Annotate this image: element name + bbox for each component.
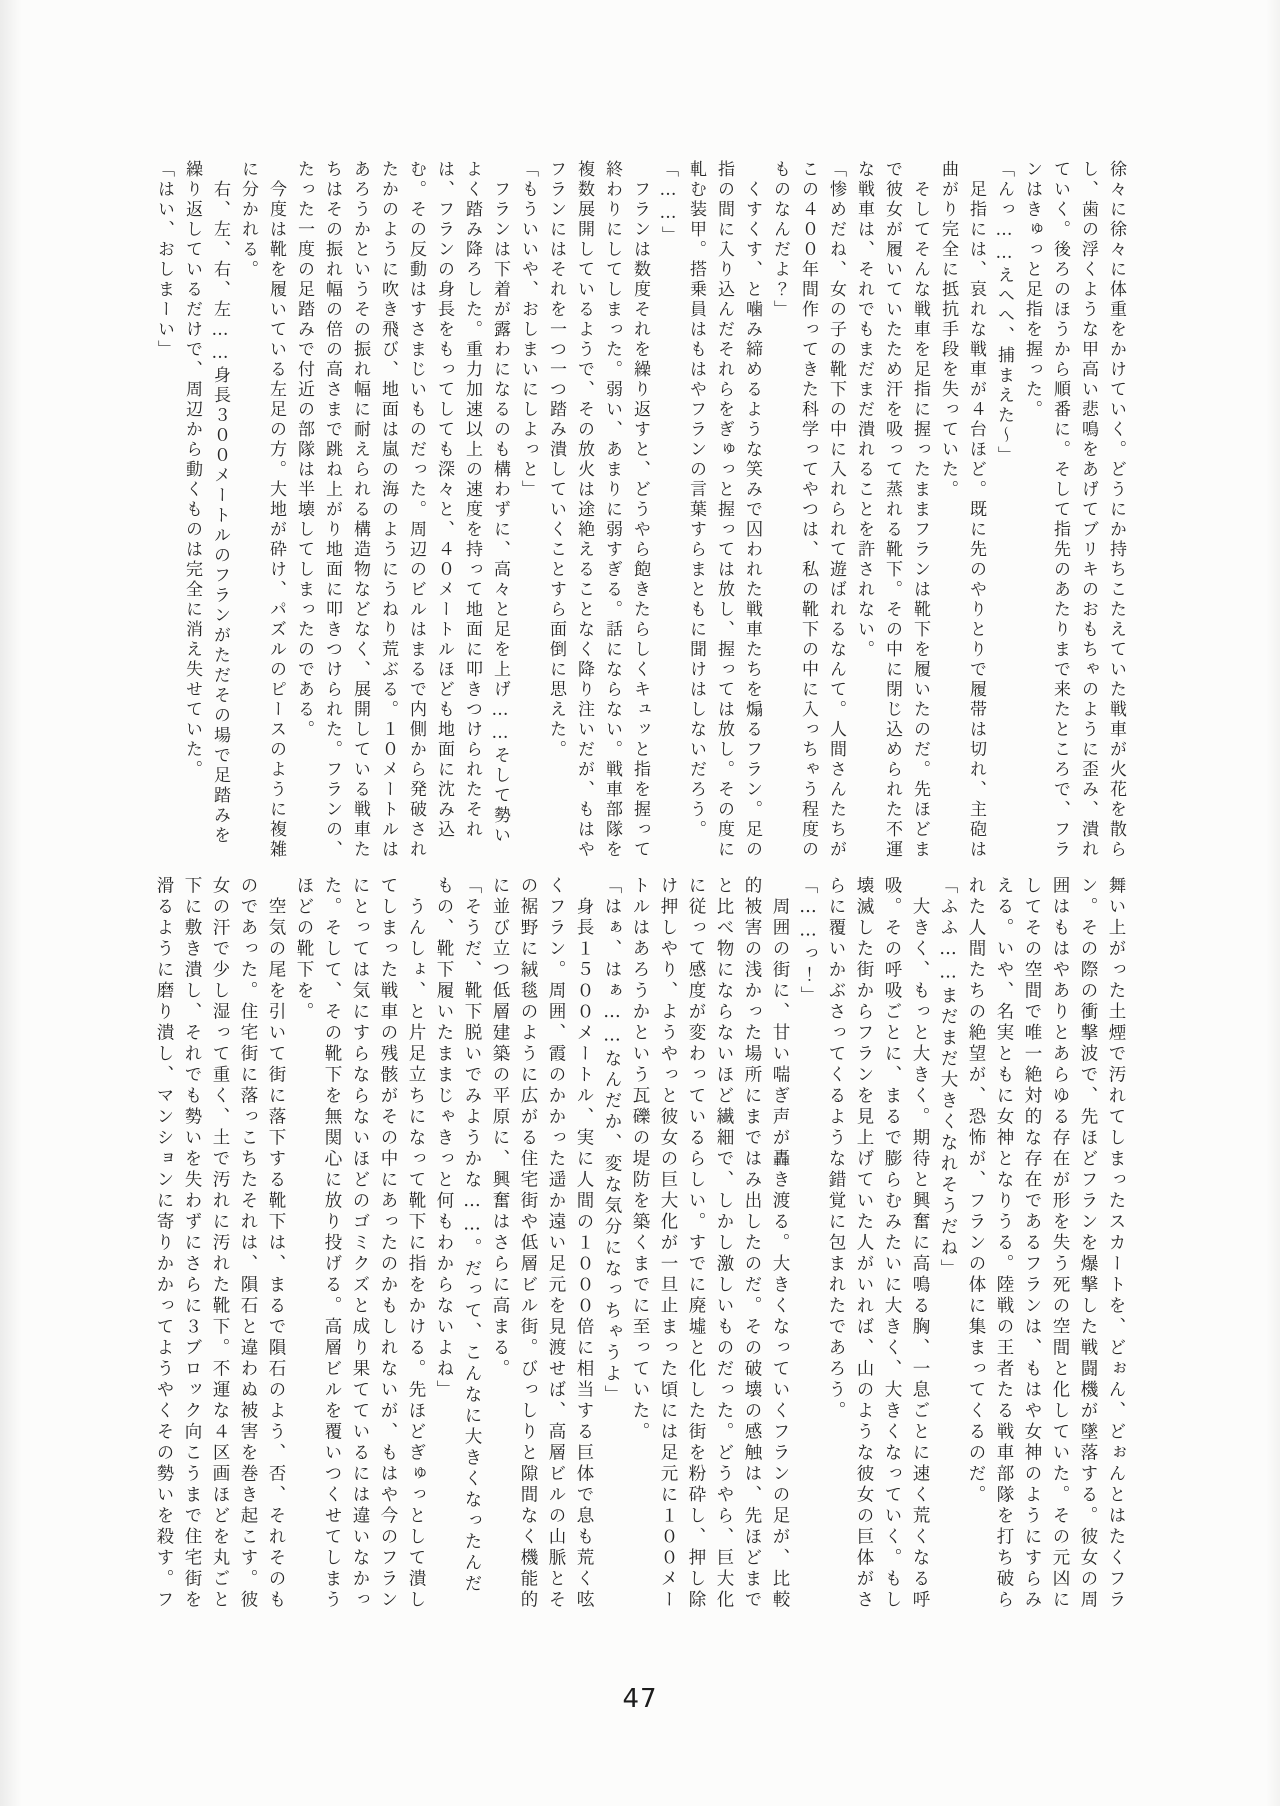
paragraph: 身長１５００メートル、実に人間の１０００倍に相当する巨体で息も荒く呟くフラン。周囲、霞のかかった遥か遠い足元を見渡せば、高層ビルの山脈とその裾野に絨毯のように広がる住宅街や低層ビル街。びっしりと隙間なく機能的に並び立つ低層建築の平原に、興奮はさらに高まる。	[490, 876, 594, 1611]
paragraph: くすくす、と噛み締めるような笑みで囚われた戦車たちを煽るフラン。足の指の間に入り込んだそれらをぎゅっと握っては放し、握っては放し。その度に軋む装甲。搭乗員はもはやフランの言葉すらまともに聞けはしないだろう。	[686, 160, 762, 860]
paragraph: フランは数度それを繰り返すと、どうやら飽きたらしくキュッと指を握って終わりにしてしまった。弱い、あまりに弱すぎる。話にならない。戦車部隊を複数展開しているようで、その放火は途絶えることなく降り注いだが、もはやフランにはそれを一つ一つ踏み潰していくことすら面倒に思えた。	[546, 160, 650, 860]
paragraph: そしてそんな戦車を足指に握ったままフランは靴下を履いたのだ。先ほどまで彼女が履いていたため汗を吸って蒸れる靴下。その中に閉じ込められた不運な戦車は、それでもまだまだ潰れることを許されない。	[854, 160, 930, 860]
paragraph: 足指には、哀れな戦車が４台ほど。既に先のやりとりで履帯は切れ、主砲は曲がり完全に抵抗手段を失っていた。	[938, 160, 986, 860]
paragraph: 「……っ！」	[798, 876, 818, 1007]
paragraph: 周囲の街に、甘い喘ぎ声が轟き渡る。大きくなっていくフランの足が、比較的被害の浅かった場所にまではみ出したのだ。その破壊の感触は、先ほどまでと比べ物にならないほど繊細で、しかし激しいものだった。どうやら、巨大化に従って感度が変わっているらしい。すでに廃墟と化した街を粉砕し、押し除け押しやり、ようやっと彼女の巨大化が一旦止まった頃には足元に１００メートルはあろうかという瓦礫の堤防を築くまでに至っていた。	[630, 876, 790, 1611]
paragraph: うんしょ、と片足立ちになって靴下に指をかける。先ほどぎゅっとして潰してしまった戦車の残骸がその中にあったのかもしれないが、もはや今のフランにとっては気にすらならないほどのゴミクズと成り果てているには違いなかった。そして、その靴下を無関心に放り投げる。高層ビルを覆いつくせてしまうほどの靴下を。	[294, 876, 426, 1611]
paragraph: 徐々に徐々に体重をかけていく。どうにか持ちこたえていた戦車が火花を散らし、歯の浮くような甲高い悲鳴をあげてブリキのおもちゃのように歪み、潰れていく。後ろのほうから順番に。そして指先のあたりまで来たところで、フランはきゅっと足指を握った。	[1022, 160, 1126, 860]
paragraph: 「ふふ……まだまだ大きくなれそうだね」	[938, 876, 958, 1280]
paragraph: 舞い上がった土煙で汚れてしまったスカートを、どぉん、どぉんとはたくフラン。その際の衝撃波で、先ほどフランを爆撃した戦闘機が墜落する。彼女の周囲はもはやありとあらゆる存在が形を失う死の空間と化していた。その元凶にしてその空間で唯一絶対的な存在であるフランは、もはや女神のようにすらみえる。いや、名実ともに女神となりうる。陸戦の王者たる戦車部隊を打ち破られた人間たちの絶望が、恐怖が、フランの体に集まってくるのだ。	[966, 876, 1126, 1611]
top-text-block	[146, 160, 1130, 864]
paragraph: 「んっ……えへへ、捕まえた〜」	[994, 160, 1014, 466]
paragraph: 「そうだ、靴下脱いでみようかな……。だって、こんなに大きくなったんだもの、靴下履いたままじゃきっと何もわからないよね」	[434, 876, 482, 1595]
paragraph: フランは下着が露わになるのも構わずに、高々と足を上げ……そして勢いよく踏み降ろした。重力加速以上の速度を持って地面に叩きつけられたそれは、フランの身長をもってしても深々と、４０メートルほども地面に沈み込む。その反動はすさまじいものだった。周辺のビルはまるで内側から発破されたかのように吹き飛び、地面は嵐の海のようにうねり荒ぶる。１０メートルはあろうかというその振れ幅に耐えられる構造物などなく、展開している戦車たちはその振れ幅の倍の高さまで跳ね上がり地面に叩きつけられた。フランの、たった一度の足踏みで付近の部隊は半壊してしまったのである。	[294, 160, 510, 860]
paragraph: 「惨めだね、女の子の靴下の中に入れられて遊ばれるなんて。人間さんたちがこの４００年間作ってきた科学ってやつは、私の靴下の中に入っちゃう程度のものなんだよ？」	[770, 160, 846, 860]
paragraph: 右、左、右、左……身長３００メートルのフランがただその場で足踏みを繰り返しているだけで、周辺から動くものは完全に消え失せていた。	[182, 160, 230, 846]
paragraph: 「……」	[658, 160, 678, 246]
paragraph: 「はい、おしまーい」	[154, 160, 174, 360]
page-number: 47	[622, 1684, 658, 1714]
paragraph: 大きく、もっと大きく。期待と興奮に高鳴る胸、一息ごとに速く荒くなる呼吸。その呼吸ごとに、まるで膨らむみたいに大きく、大きくなっていく。もし壊滅した街からフランを見上げていた人がいれば、山のような彼女の巨体がさらに覆いかぶさってくるような錯覚に包まれたであろう。	[826, 876, 930, 1611]
paragraph: 「もういいや、おしまいにしよっと」	[518, 160, 538, 500]
paragraph: 今度は靴を履いている左足の方。大地が砕け、パズルのピースのように複雑に分かれる。	[238, 160, 286, 860]
paragraph: 空気の尾を引いて街に落下する靴下は、まるで隕石のよう、否、それそのものであった。住宅街に落っこちたそれは、隕石と違わぬ被害を巻き起こす。彼女の汗で少し湿って重く、土で汚れに汚れた靴下。不運な４区画ほどを丸ごと下に敷き潰し、それでも勢いを失わずにさらに３ブロック向こうまで住宅街を滑るように磨り潰し、マンションに寄りかかってようやくその勢いを殺す。フ	[154, 876, 286, 1611]
paragraph: 「はぁ、はぁ……なんだか、変な気分になっちゃうよ」	[602, 876, 622, 1406]
bottom-text-block	[146, 876, 1130, 1614]
